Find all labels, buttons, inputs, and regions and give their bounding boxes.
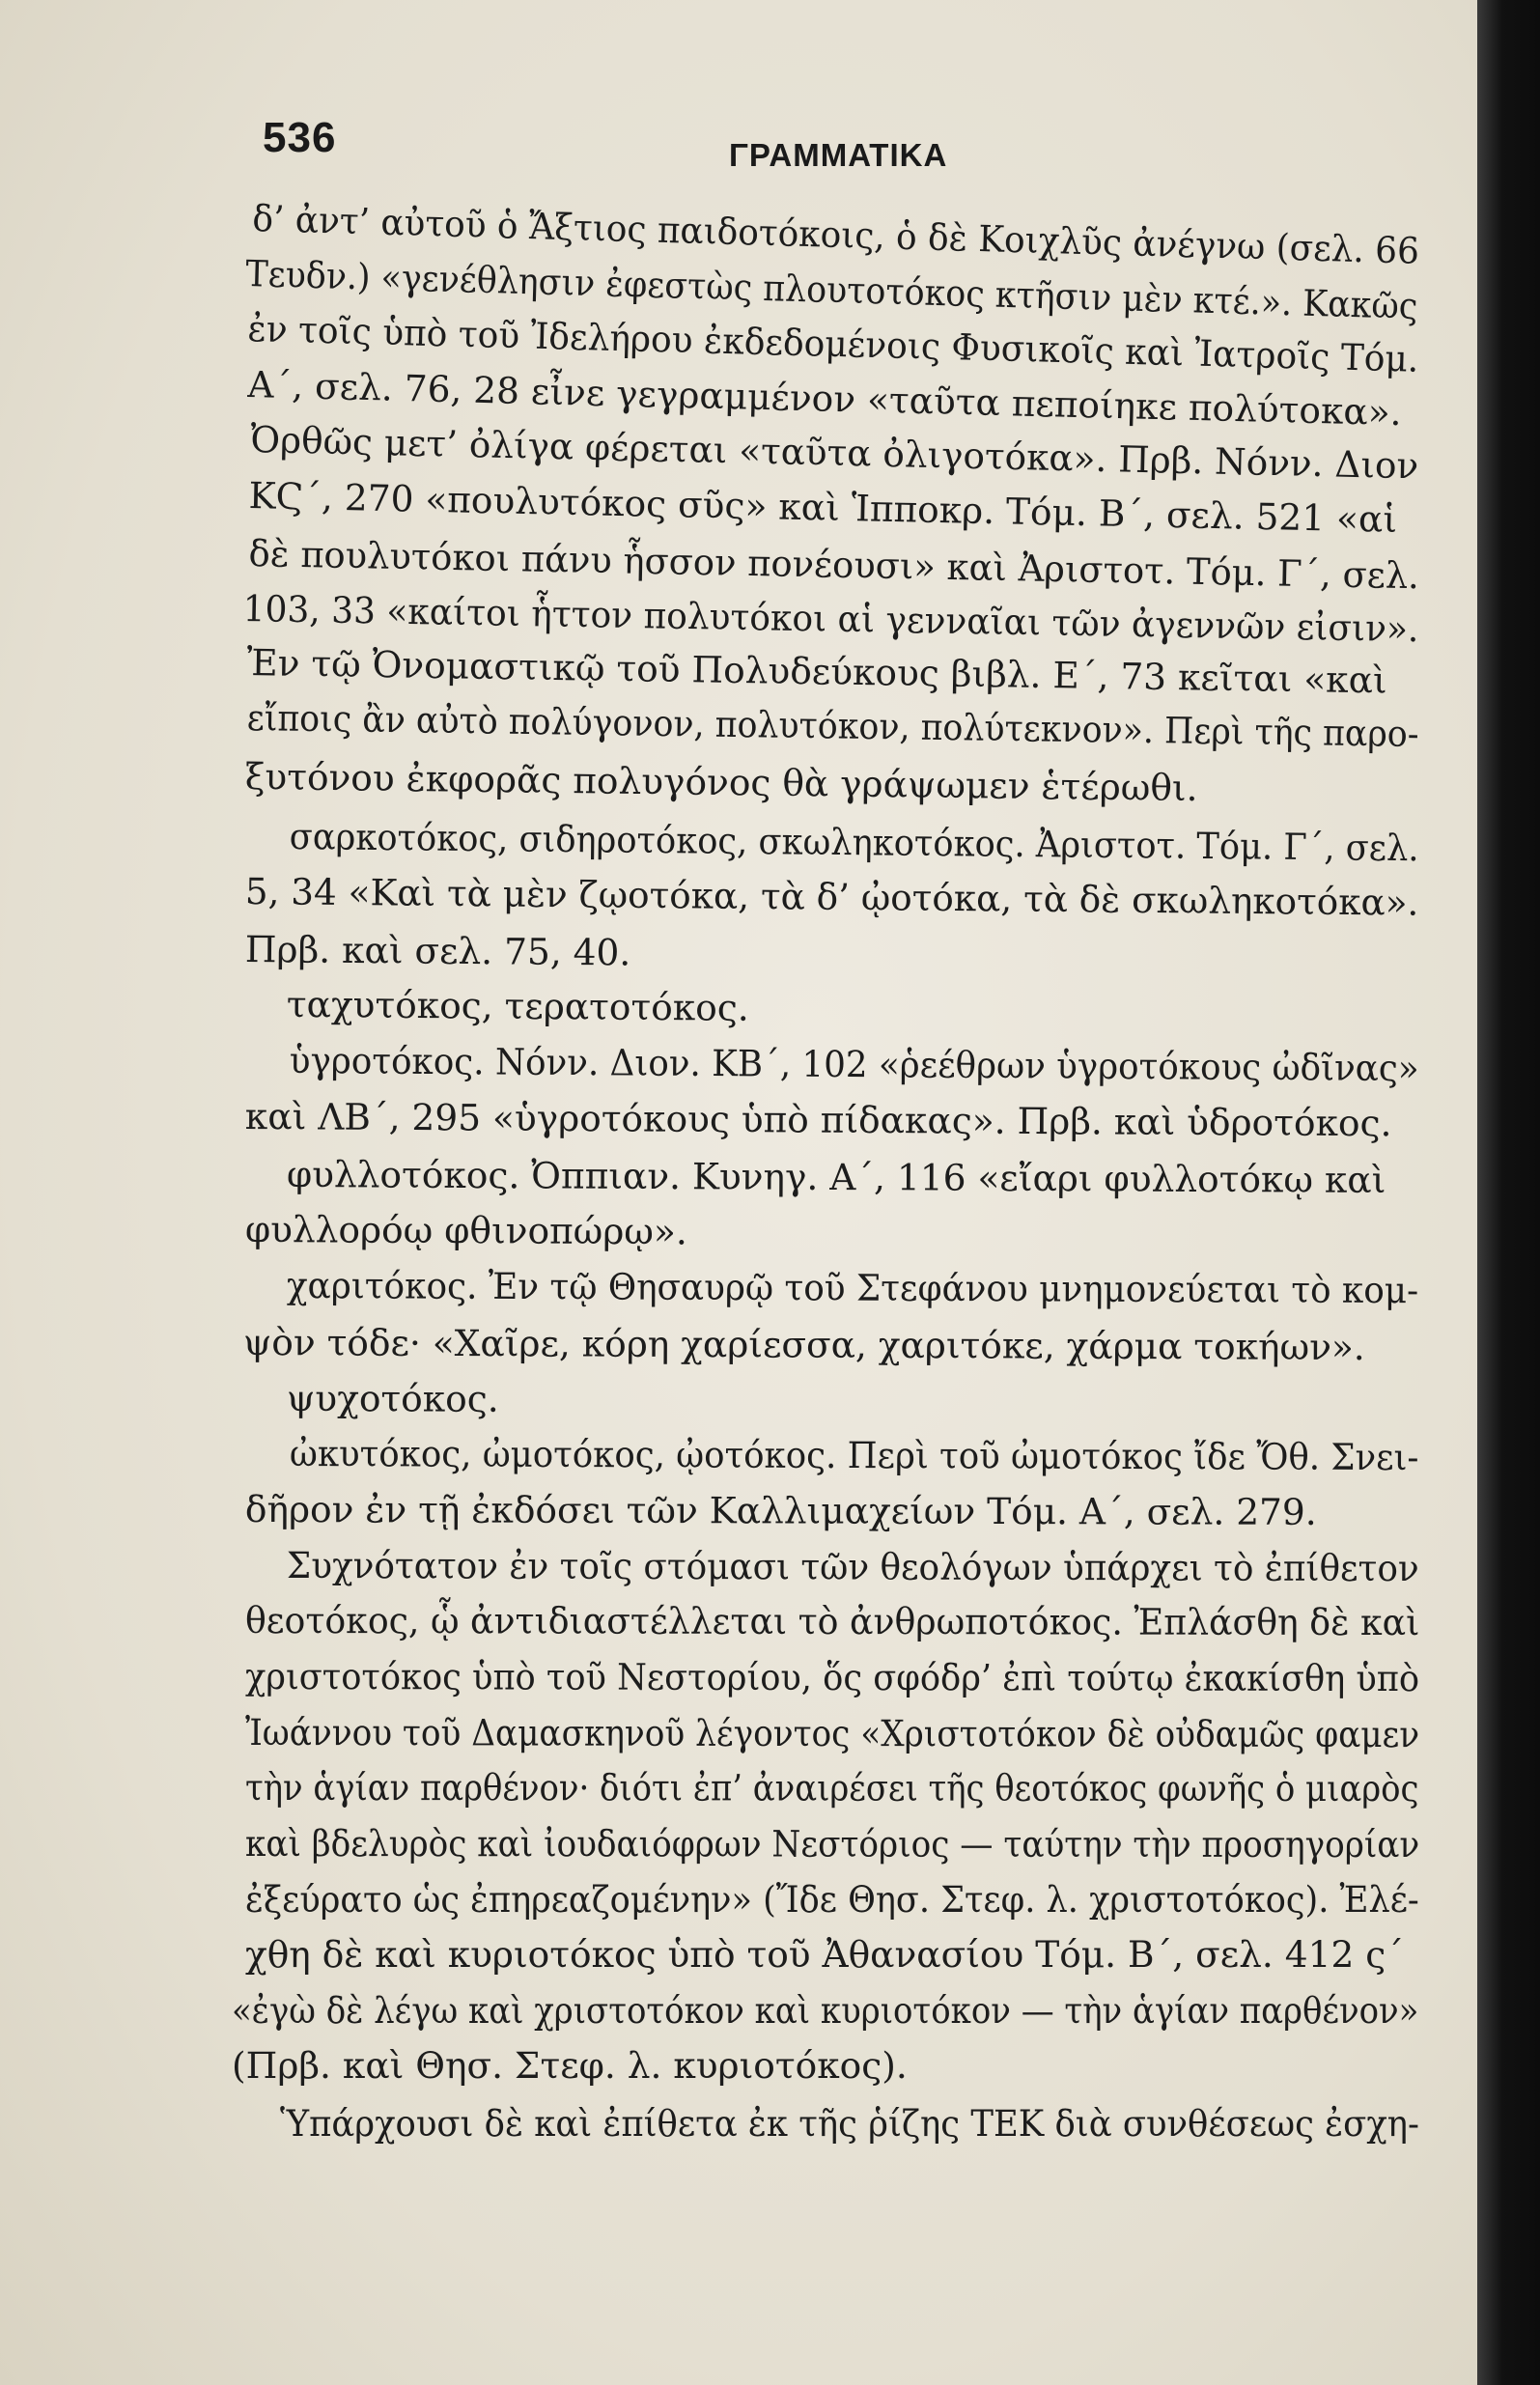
text-line: σαρκοτόκος, σιδηροτόκος, σκωληκοτόκος. Ἀριστοτ. Τόμ. Γ΄, σελ. [289, 815, 1419, 870]
text-line: Πρβ. καὶ σελ. 75, 40. [244, 928, 631, 974]
text-line: καὶ ΛΒ΄, 295 «ὑγροτόκους ὑπὸ πίδακας». Πρβ. καὶ ὑδροτόκος. [244, 1095, 1392, 1145]
text-line: καὶ βδελυρὸς καὶ ἰουδαιόφρων Νεστόριος — ταύτην τὴν προσηγορίαν [244, 1822, 1420, 1866]
text-line: 103, 33 «καίτοι ἧττον πολυτόκοι αἱ γενναῖαι τῶν ἀγεννῶν εἰσιν». [242, 587, 1419, 651]
text-line: ταχυτόκος, τερατοτόκος. [286, 983, 749, 1029]
page-edge-shadow [1477, 0, 1540, 2385]
running-head: ΓΡΑΜΜΑΤΙΚΑ [729, 137, 948, 173]
text-line: θεοτόκος, ᾧ ἀντιδιαστέλλεται τὸ ἀνθρωποτόκος. Ἐπλάσθη δὲ καὶ [244, 1599, 1420, 1644]
text-line: ὑγροτόκος. Νόνν. Διον. ΚΒ΄, 102 «ῥεέθρων ὑγροτόκους ὠδῖνας» [289, 1039, 1419, 1090]
text-line: Συχνότατον ἐν τοῖς στόμασι τῶν θεολόγων ὑπάρχει τὸ ἐπίθετον [286, 1544, 1419, 1590]
text-line: δὲ πουλυτόκοι πάνυ ἧσσον πονέουσι» καὶ Ἀριστοτ. Τόμ. Γ΄, σελ. [248, 532, 1420, 598]
text-line: Ὀρθῶς μετ’ ὀλίγα φέρεται «ταῦτα ὀλιγοτόκα». Πρβ. Νόνν. Διον [250, 418, 1419, 488]
text-line: 5, 34 «Καὶ τὰ μὲν ζῳοτόκα, τὰ δ’ ᾠοτόκα, τὰ δὲ σκωληκοτόκα». [244, 870, 1419, 924]
text-line: Τευδν.) «γενέθλησιν ἐφεστὼς πλουτοτόκος κτῆσιν μὲν κτέ.». Κακῶς [244, 252, 1418, 327]
text-line: (Πρβ. καὶ Θησ. Στεφ. λ. κυριοτόκος). [232, 2044, 908, 2087]
text-line: ξυτόνου ἐκφορᾶς πολυγόνος θὰ γράψωμεν ἑτέρωθι. [244, 755, 1198, 810]
text-line: ὠκυτόκος, ὠμοτόκος, ᾠοτόκος. Περὶ τοῦ ὠμοτόκος ἴδε Ὄθ. Σνει- [289, 1432, 1419, 1479]
text-line: φυλλοτόκος. Ὀππιαν. Κυνηγ. Α΄, 116 «εἴαρι φυλλοτόκῳ καὶ [286, 1153, 1386, 1201]
page-number: 536 [263, 114, 337, 161]
text-line: ΚϚ΄, 270 «πουλυτόκος σῦς» καὶ Ἱπποκρ. Τόμ. Β΄, σελ. 521 «αἱ [248, 474, 1398, 541]
text-line: δῆρον ἐν τῇ ἐκδόσει τῶν Καλλιμαχείων Τόμ. Α΄, σελ. 279. [244, 1488, 1317, 1533]
text-line: φυλλορόῳ φθινοπώρῳ». [244, 1208, 687, 1253]
text-line: ψὸν τόδε· «Χαῖρε, κόρη χαρίεσσα, χαριτόκε, χάρμα τοκήων». [242, 1321, 1365, 1369]
text-line: Ἰωάννου τοῦ Δαμασκηνοῦ λέγοντος «Χριστοτόκον δὲ οὐδαμῶς φαμεν [244, 1711, 1420, 1756]
text-line: δ’ ἀντ’ αὐτοῦ ὁ Ἄξτιος παιδοτόκοις, ὁ δὲ Κοιχλῦς ἀνέγνω (σελ. 66 [251, 197, 1420, 272]
text-line: χαριτόκος. Ἐν τῷ Θησαυρῷ τοῦ Στεφάνου μνημονεύεται τὸ κομ- [286, 1264, 1419, 1312]
text-line: χριστοτόκος ὑπὸ τοῦ Νεστορίου, ὅς σφόδρ’ ἐπὶ τούτῳ ἐκακίσθη ὑπὸ [244, 1655, 1420, 1700]
text-line: τὴν ἁγίαν παρθένον· διότι ἐπ’ ἀναιρέσει τῆς θεοτόκος φωνῆς ὁ μιαρὸς [244, 1766, 1419, 1810]
text-line: εἴποις ἂν αὐτὸ πολύγονον, πολυτόκον, πολύτεκνον». Περὶ τῆς παρο- [246, 696, 1419, 755]
text-line: Α΄, σελ. 76, 28 εἶνε γεγραμμένον «ταῦτα πεποίηκε πολύτοκα». [247, 363, 1403, 435]
text-line: Ὑπάρχουσι δὲ καὶ ἐπίθετα ἐκ τῆς ῥίζης ΤΕΚ διὰ συνθέσεως ἐσχη- [280, 2102, 1419, 2145]
text-line: «ἐγὼ δὲ λέγω καὶ χριστοτόκον καὶ κυριοτόκον — τὴν ἁγίαν παρθένον» [232, 1989, 1419, 2032]
text-line: ἐξεύρατο ὡς ἐπηρεαζομένην» (Ἴδε Θησ. Στεφ. λ. χριστοτόκος). Ἐλέ- [245, 1878, 1419, 1921]
text-line: ψυχοτόκος. [286, 1377, 499, 1420]
text-line: Ἐν τῷ Ὀνομαστικῷ τοῦ Πολυδεύκους βιβλ. Ε΄, 73 κεῖται «καὶ [246, 641, 1388, 702]
text-line: ἐν τοῖς ὑπὸ τοῦ Ἰδελήρου ἐκδεδομένοις Φυσικοῖς καὶ Ἰατροῖς Τόμ. [246, 307, 1419, 380]
text-line: χθη δὲ καὶ κυριοτόκος ὑπὸ τοῦ Ἀθανασίου Τόμ. Β΄, σελ. 412 ς΄ [245, 1933, 1405, 1976]
